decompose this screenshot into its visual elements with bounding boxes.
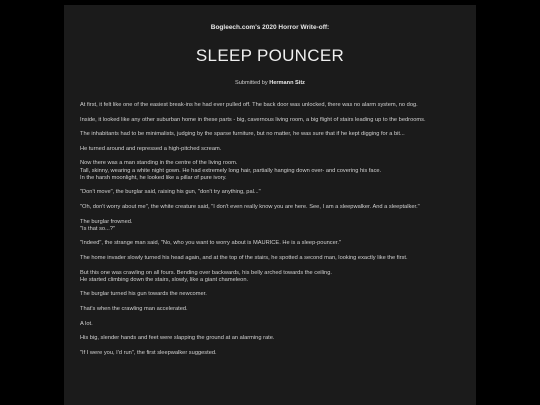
story-body	[80, 102, 461, 357]
story-line: He turned around and repressed a high-pitched scream.	[80, 145, 222, 152]
story-paragraph	[80, 131, 461, 138]
story-line: The burglar frowned.	[80, 218, 133, 225]
story-paragraph	[80, 102, 461, 109]
story-paragraph	[80, 350, 461, 357]
story-line: That's when the crawling man accelerated.	[80, 305, 188, 312]
story-line: At first, it felt like one of the easiest break-ins he had ever pulled off. The back door was unlocked, there was no alarm system, no dog.	[80, 102, 418, 108]
story-paragraph	[80, 146, 461, 153]
story-line: His big, slender hands and feet were slapping the ground at an alarming rate.	[80, 335, 275, 342]
story-line: Tall, skinny, wearing a white night gown. He had extremely long hair, partially hanging down over- and covering his face.	[80, 167, 382, 174]
story-paragraph	[80, 306, 461, 313]
story-line: But this one was crawling on all fours. Bending over backwards, his belly arched towards the ceiling.	[80, 269, 332, 276]
story-line: He started climbing down the stairs, slowly, like a giant chameleon.	[80, 276, 249, 283]
byline	[64, 80, 476, 86]
story-line: Inside, it looked like any other suburban home in these parts - big, cavernous living room, a big flight of stairs leading up to the bedrooms.	[80, 116, 426, 123]
story-line: "Don't move", the burglar said, raising his gun, "don't try anything, pal..."	[80, 189, 261, 196]
story-paragraph	[80, 270, 461, 284]
story-page	[64, 5, 476, 405]
story-line: The inhabitants had to be minimalists, judging by the sparse furniture, but no matter, he was sure that if he kept digging for a bit...	[80, 131, 405, 138]
story-paragraph	[80, 204, 461, 211]
story-line: "If I were you, I'd run", the first sleepwalker suggested.	[80, 349, 217, 356]
story-paragraph	[80, 291, 461, 298]
story-paragraph	[80, 117, 461, 124]
story-line: The home invader slowly turned his head again, and at the top of the stairs, he spotted a second man, looking exactly like the first.	[80, 254, 408, 261]
story-line: "Is that so...?"	[80, 225, 116, 232]
story-paragraph	[80, 335, 461, 342]
story-line: The burglar turned his gun towards the newcomer.	[80, 291, 207, 298]
story-paragraph	[80, 255, 461, 262]
story-paragraph	[80, 160, 461, 182]
story-paragraph	[80, 321, 461, 328]
story-line: A lot.	[80, 320, 93, 327]
site-header-title: Bogleech.com's 2020 Horror Write-off:	[210, 24, 330, 31]
story-paragraph	[80, 189, 461, 196]
story-line: In the harsh moonlight, he looked like a pillar of pure ivory.	[80, 174, 227, 181]
story-line: "Oh, don't worry about me", the white creature said, "I don't even really know you are here. See, I am a sleepwalker. And a sleeptalker."	[80, 203, 420, 210]
byline-prefix: Submitted by	[235, 80, 268, 86]
author-name: Hermann Sitz	[269, 80, 305, 86]
story-line: Now there was a man standing in the centre of the living room.	[80, 160, 238, 167]
story-paragraph	[80, 240, 461, 247]
story-paragraph	[80, 219, 461, 233]
story-line: "Indeed", the strange man said, "No, who you want to worry about is MAURICE. He is a sleep-pouncer."	[80, 240, 341, 247]
story-title: SLEEP POUNCER	[195, 46, 345, 65]
